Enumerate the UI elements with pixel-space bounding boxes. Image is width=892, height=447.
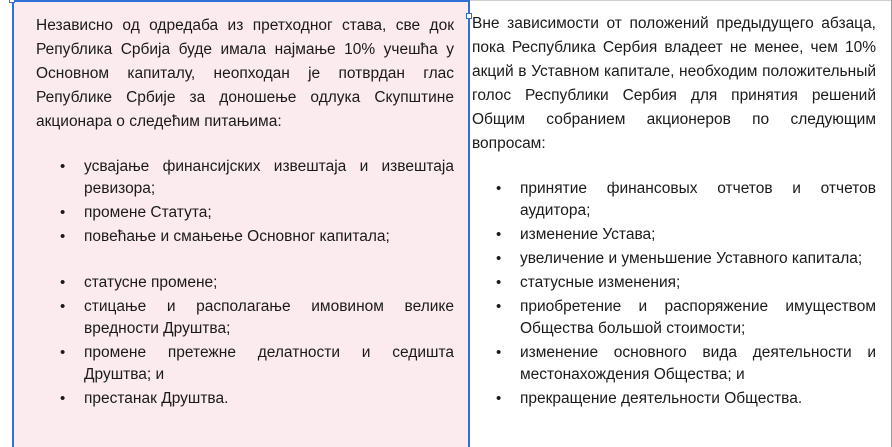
- bullet-icon: •: [60, 274, 66, 291]
- list-item-text: промене претежне делатности и седишта Друштва; и: [84, 344, 454, 383]
- bullet-icon: •: [496, 180, 502, 197]
- list-item[interactable]: [36, 342, 454, 386]
- list-item-text: промене Статута;: [84, 204, 212, 221]
- list-item-text: увеличение и уменьшение Уставного капитала;: [520, 250, 863, 267]
- bullet-icon: •: [60, 390, 66, 407]
- list-item[interactable]: [472, 224, 876, 246]
- bullet-icon: •: [60, 228, 66, 245]
- list-item[interactable]: [36, 226, 454, 248]
- list-item-text: статусные изменения;: [520, 274, 681, 291]
- list-item-text: повећање и смањење Основног капитала;: [84, 228, 390, 245]
- list-item[interactable]: [472, 388, 876, 410]
- list-item-text: прекращение деятельности Общества.: [520, 390, 803, 407]
- bullet-icon: •: [496, 250, 502, 267]
- list-item[interactable]: [36, 388, 454, 410]
- serbian-paragraph[interactable]: Независно од одредаба из претходног става, све док Република Србија буде имала најмање 10% учешћа у Основном капиталу, неопходан је потврдан глас Републике Србије за доношење одлука Скупштине акционара о следећим питањима:: [36, 17, 454, 130]
- list-item-text: статусне промене;: [84, 274, 218, 291]
- bullet-icon: •: [496, 226, 502, 243]
- list-item[interactable]: [36, 156, 454, 200]
- list-item[interactable]: [472, 248, 876, 270]
- bullet-icon: •: [60, 204, 66, 221]
- list-item[interactable]: [36, 296, 454, 340]
- list-item[interactable]: [36, 272, 454, 294]
- list-item-text: престанак Друштва.: [84, 390, 229, 407]
- list-item[interactable]: [472, 272, 876, 294]
- list-item[interactable]: [472, 342, 876, 386]
- list-item[interactable]: [472, 178, 876, 222]
- text-frame-russian[interactable]: [470, 0, 892, 447]
- bullet-icon: •: [496, 298, 502, 315]
- bullet-icon: •: [60, 158, 66, 175]
- list-item-text: изменение основного вида деятельности и местонахождения Общества; и: [520, 344, 876, 383]
- list-item-text: изменение Устава;: [520, 226, 656, 243]
- bullet-icon: •: [60, 344, 66, 361]
- russian-paragraph[interactable]: Вне зависимости от положений предыдущего абзаца, пока Республика Сербия владеет не менее, чем 10% акций в Уставном капитале, необходим положительный голос Республики Сербия для принятия решений Общим собранием акционеров по следующим вопросам:: [472, 15, 876, 152]
- serbian-list: [36, 156, 454, 410]
- list-item-text: приобретение и распоряжение имуществом Общества большой стоимости;: [520, 298, 876, 337]
- bullet-icon: •: [496, 344, 502, 361]
- list-item-text: принятие финансовых отчетов и отчетов аудитора;: [520, 180, 876, 219]
- selection-handle-top-left[interactable]: [9, 0, 15, 3]
- list-item-text: усвајање финансијских извештаја и извештаја ревизора;: [84, 158, 454, 197]
- bullet-icon: •: [496, 390, 502, 407]
- selected-text-frame-serbian[interactable]: [12, 0, 470, 447]
- bullet-icon: •: [60, 298, 66, 315]
- list-item-text: стицање и располагање имовином велике вредности Друштва;: [84, 298, 454, 337]
- bullet-icon: •: [496, 274, 502, 291]
- list-item[interactable]: [36, 202, 454, 224]
- list-item[interactable]: [472, 296, 876, 340]
- russian-list: [472, 178, 876, 410]
